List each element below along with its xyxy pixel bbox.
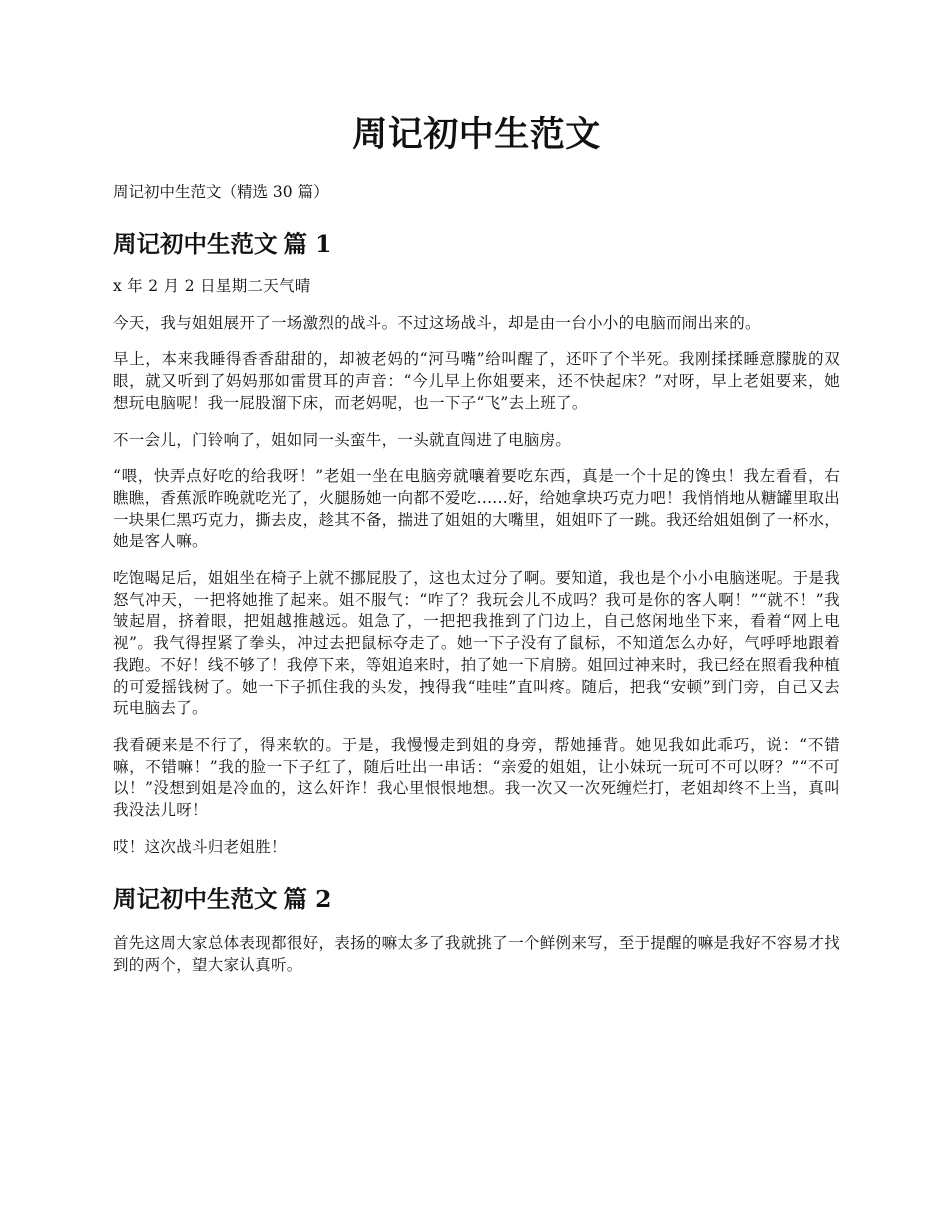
date-weather-line: x 年 2 月 2 日星期二天气晴	[113, 277, 311, 295]
section-2-heading-text: 周记初中生范文	[113, 885, 278, 914]
section-1-heading-number: 篇 1	[283, 230, 332, 258]
paragraph: 今天，我与姐姐展开了一场激烈的战斗。不过这场战斗，却是由一台小小的电脑而闹出来的。	[113, 313, 761, 332]
page-title: 周记初中生范文	[352, 114, 601, 155]
section-2-heading	[113, 884, 840, 914]
paragraph: 哎！这次战斗归老姐胜！	[113, 837, 287, 856]
paragraph: 吃饱喝足后，姐姐坐在椅子上就不挪屁股了，这也太过分了啊。要知道，我也是个小小电脑迷呢。于是我怒气冲天，一把将她推了起来。姐不服气：“咋了？我玩会儿不成吗？我可是你的客人啊！”“就不！”我皱起眉，挤着眼，把姐越推越远。姐急了，一把把我推到了门边上，自己悠闲地坐下来，看着“网上电视”。我气得捏紧了拳头，冲过去把鼠标夺走了。她一下子没有了鼠标，不知道怎么办好，气呼呼地跟着我跑。不好！线不够了！我停下来，等姐追来时，拍了她一下肩膀。姐回过神来时，我已经在照看我种植的可爱摇钱树了。她一下子抓住我的头发，拽得我“哇哇”直叫疼。随后，把我“安顿”到门旁，自己又去玩电脑去了。	[113, 569, 840, 718]
section-1-heading-text: 周记初中生范文	[113, 230, 278, 258]
section-1	[113, 229, 840, 858]
section-1-heading	[113, 229, 840, 259]
paragraph: 不一会儿，门铃响了，姐如同一头蛮牛，一头就直闯进了电脑房。	[113, 430, 572, 449]
document-subtitle: 周记初中生范文（精选 30 篇）	[113, 183, 329, 201]
section-2-heading-number: 篇 2	[283, 885, 332, 914]
paragraph: 首先这周大家总体表现都很好，表扬的嘛太多了我就挑了一个鲜例来写，至于提醒的嘛是我好不容易才找到的两个，望大家认真听。	[113, 934, 840, 975]
paragraph: 我看硬来是不行了，得来软的。于是，我慢慢走到姐的身旁，帮她捶背。她见我如此乖巧，说：“不错嘛，不错嘛！”我的脸一下子红了，随后吐出一串话：“亲爱的姐姐，让小妹玩一玩可不可以呀？”“不可以！”没想到姐是冷血的，这么奸诈！我心里恨恨地想。我一次又一次死缠烂打，老姐却终不上当，真叫我没法儿呀！	[113, 735, 840, 820]
paragraph: “喂，快弄点好吃的给我呀！”老姐一坐在电脑旁就嚷着要吃东西，真是一个十足的馋虫！我左看看，右瞧瞧，香蕉派昨晚就吃光了，火腿肠她一向都不爱吃......好，给她拿块巧克力吧！我悄悄地从糖罐里取出一块果仁黑巧克力，撕去皮，趁其不备，揣进了姐姐的大嘴里，姐姐吓了一跳。我还给姐姐倒了一杯水，她是客人嘛。	[113, 467, 840, 551]
section-2	[113, 884, 840, 976]
document-page	[113, 0, 840, 992]
section-2-body	[113, 933, 840, 976]
paragraph: 早上，本来我睡得香香甜甜的，却被老妈的“河马嘴”给叫醒了，还吓了个半死。我刚揉揉睡意朦胧的双眼，就又听到了妈妈那如雷贯耳的声音：“今儿早上你姐要来，还不快起床？”对呀，早上老姐要来，她想玩电脑呢！我一屁股溜下床，而老妈呢，也一下子“飞”去上班了。	[113, 350, 840, 412]
section-1-body	[113, 276, 840, 858]
